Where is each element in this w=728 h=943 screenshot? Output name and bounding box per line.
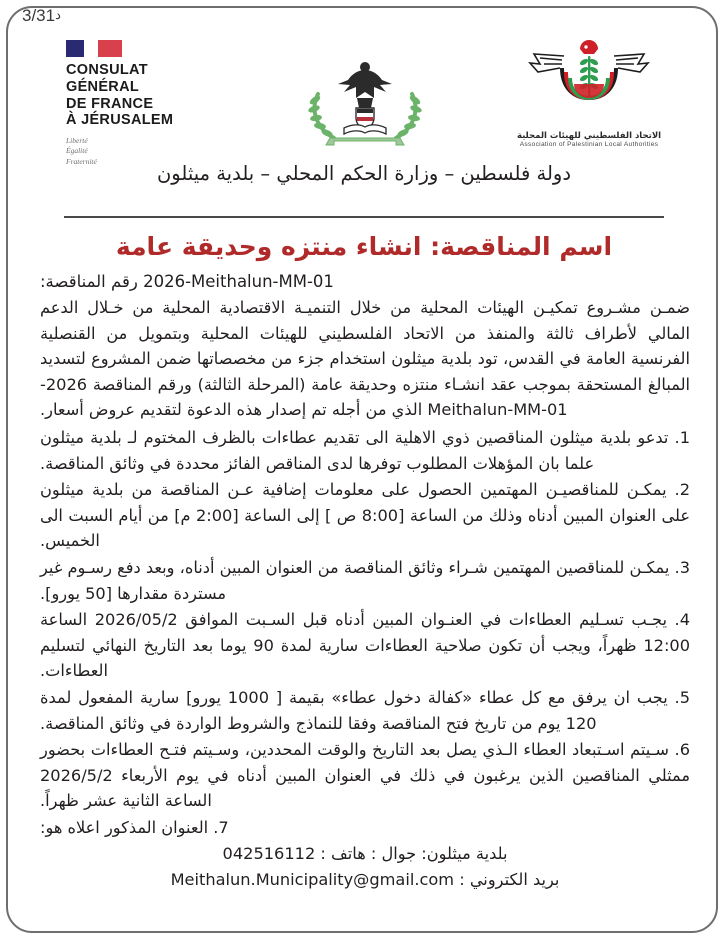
state-of-palestine-emblem [300, 54, 430, 150]
tender-number-label: رقم المناقصة: [40, 272, 138, 291]
france-logo-line2: GÉNÉRAL [66, 78, 139, 95]
contact-email-label: بريد الكتروني : [459, 870, 560, 890]
tender-number-line [26, 272, 702, 291]
apla-english-name: Association of Palestinian Local Authorities [519, 141, 659, 148]
clause-item: 3. يمكـن للمناقصين المهتمين شـراء وثائق المناقصة من العنوان المبين أدناه، وبعد دفع رسـوم غير مستردة مقدارها [50 يورو]. [40, 557, 690, 603]
contact-address-prefix: بلدية ميثلون: جوال : هاتف : [320, 844, 508, 864]
header-divider [64, 216, 664, 218]
logo-band [0, 28, 728, 166]
clause-item: 6. سـيتم اسـتبعاد العطاء الـذي يصل بعد التاريخ والوقت المحددين، وسـيتم فتـح العطاءات بحضور ممثلي المناقصين الذين يرغبون في ذلك في العنوان المبين أدناه في يوم الأربعاء 2026/5/2 الساعة الثانية عشر ظهراً. [40, 740, 690, 811]
france-logo-text [66, 62, 226, 129]
contact-block [26, 841, 702, 893]
clause-item: 1. تدعو بلدية ميثلون المناقصين ذوي الاهلية الى تقديم عطاءات بالظرف المختوم لـ بلدية ميثلون علما بان المؤهلات المطلوب توفرها لدى المناقص الفائز محددة في وثائق المناقصة. [40, 427, 690, 473]
france-logo-line3: DE FRANCE [66, 95, 154, 112]
france-motto-line2: Égalité [66, 146, 88, 156]
document-body [26, 272, 702, 893]
organization-header-line: دولة فلسطين – وزارة الحكم المحلي – بلدية ميثلون [156, 162, 572, 185]
contact-phone: 042516112 [222, 844, 316, 864]
tender-number-value: 2026-Meithalun-MM-01 [143, 272, 334, 291]
page-marker [22, 6, 64, 26]
french-consulate-general-logo [66, 40, 226, 167]
contact-address-line [40, 841, 690, 867]
page-title: اسم المناقصة: انشاء منتزه وحديقة عامة [115, 232, 613, 261]
page-marker-arabic: د [55, 7, 61, 22]
clause-list [26, 425, 702, 841]
contact-email: Meithalun.Municipality@gmail.com [170, 870, 455, 890]
france-flag-icon [66, 40, 122, 57]
clause-item: 4. يجـب تسـليم العطاءات في العنـوان المبين أدناه قبل السـبت الموافق 2026/05/2 الساعة 12:00 ظهراً، ويجب أن تكون صلاحية العطاءات سارية لمدة 90 يوما بعد التاريخ النهائي لتسليم العطاءات. [40, 610, 691, 681]
france-logo-line1: CONSULAT [66, 62, 148, 78]
association-of-palestinian-local-authorities-logo [504, 34, 674, 148]
clause-item: 7. العنوان المذكور اعلاه هو: [40, 817, 229, 837]
page-marker-number: 3/31 [22, 6, 56, 25]
france-logo-line4: À JÉRUSALEM [66, 112, 174, 129]
france-motto-line1: Liberté [66, 136, 88, 146]
clause-item: 2. يمكـن للمناقصيـن المهتمين الحصول على معلومات إضافية عـن المناقصة من بلدية ميثلون على العنوان المبين أدناه وذلك من الساعة [8:00 ص ] إلى الساعة [2:00 م] من أيام السبت الى الخميس. [40, 480, 690, 551]
france-motto-line3: Fraternité [66, 156, 97, 166]
apla-arabic-name: الاتحاد الفلسطيني للهيئات المحلية [516, 131, 662, 141]
contact-email-line [40, 867, 690, 893]
intro-paragraph: ضمـن مشـروع تمكيـن الهيئات المحلية من خلال التنميـة الاقتصادية المحلية من خـلال الدعم المالي لأطراف ثالثة والمنفذ من الاتحاد الفلسطيني للهيئات المحلية وبتمويل من القنصلية الفرنسية العامة في القدس، تود بلدية ميثلون استخدام جزء من مخصصاتها ضمن المشروع لتسديد المبالغ المستحقة بموجب عقد انشـاء منتزه وحديقة عامة (المرحلة الثالثة) ورقم المناقصة 2026-Meithalun-MM-01 الذي من أجله تم إصدار هذه الدعوة لتقديم عروض أسعار. [40, 298, 690, 420]
clause-item: 5. يجب ان يرفق مع كل عطاء «كفالة دخول عطاء» بقيمة [ 1000 يورو] سارية المفعول لمدة 120 يوم من تاريخ فتح المناقصة وفقا للنماذج والشروط الواردة في وثائق المناقصة. [40, 687, 690, 733]
